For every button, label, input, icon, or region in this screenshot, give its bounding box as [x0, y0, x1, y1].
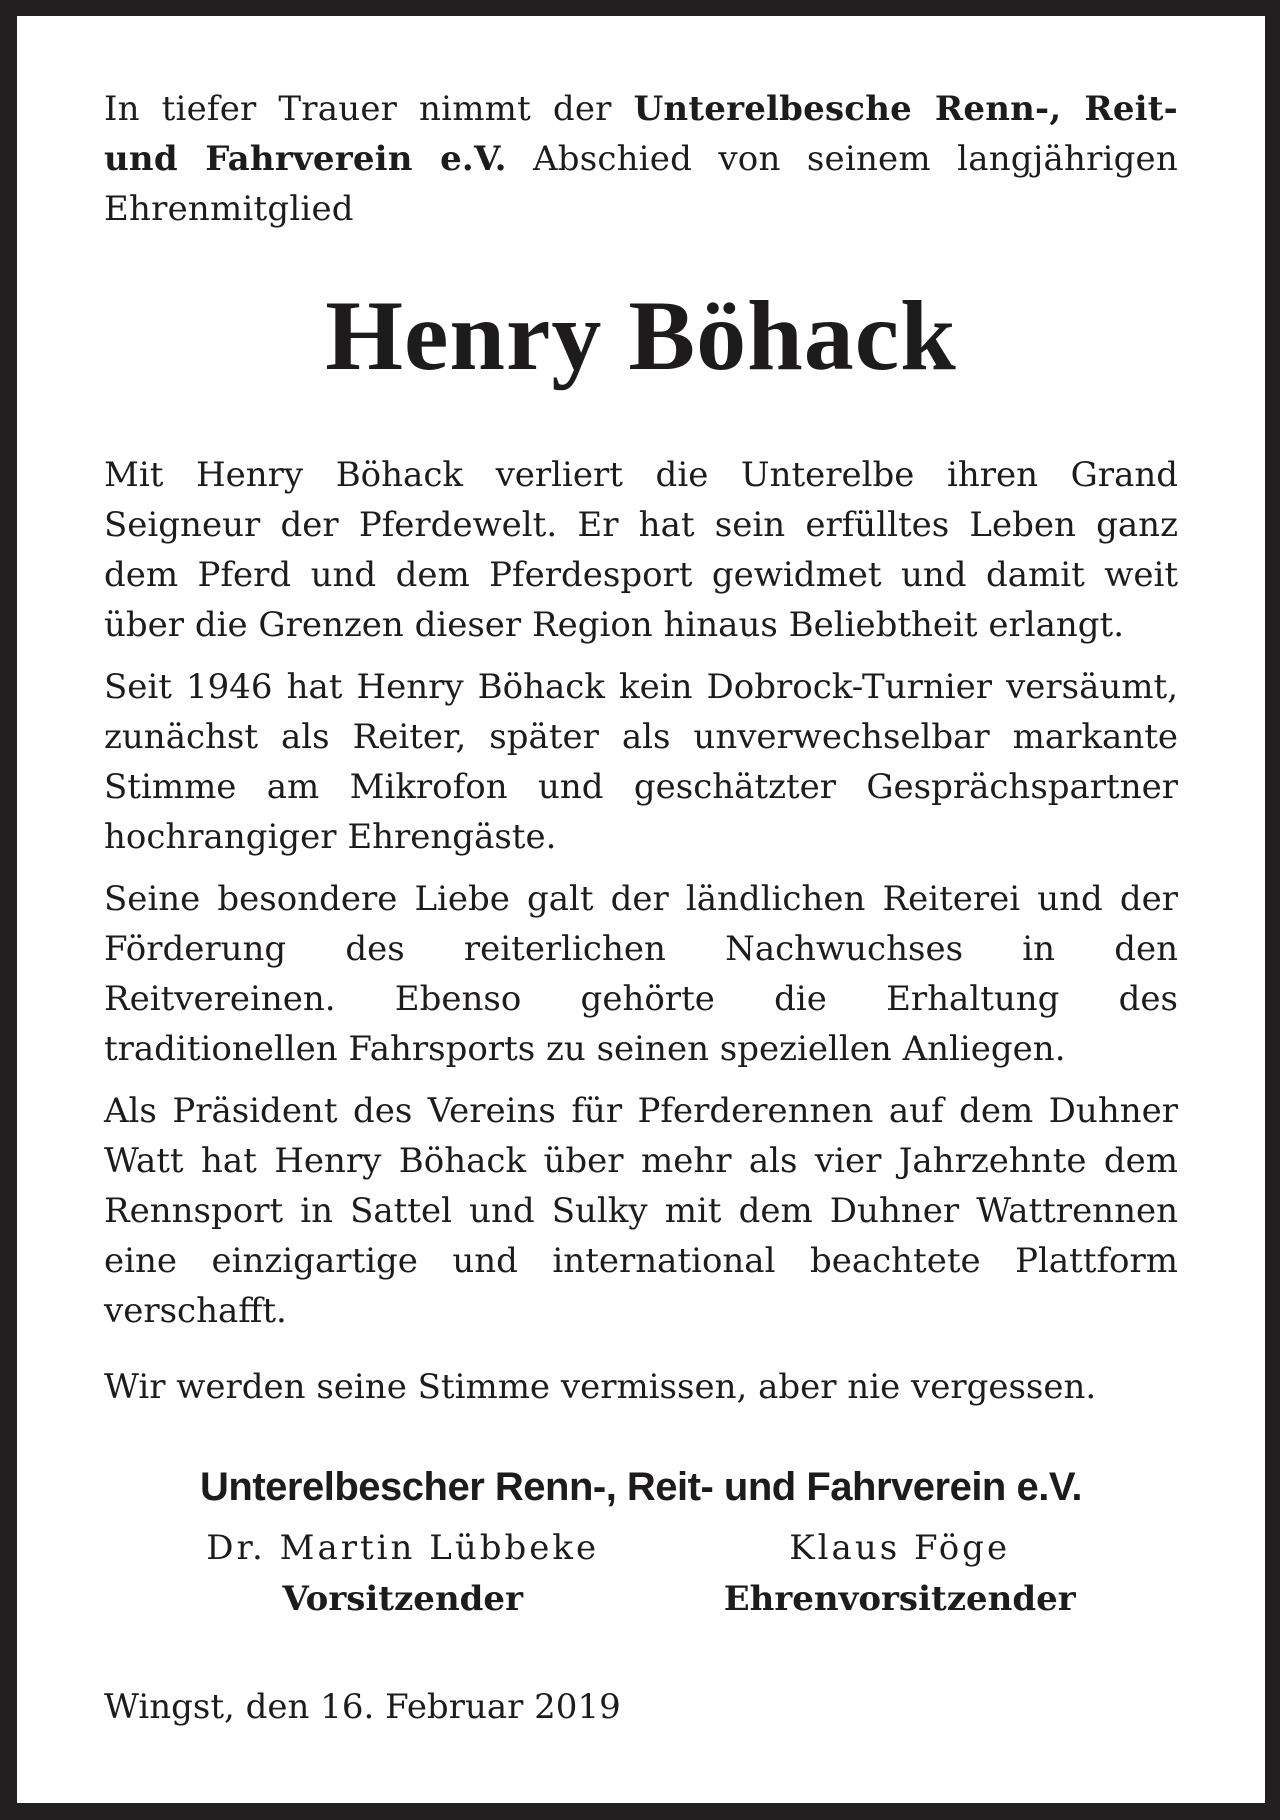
- intro-prefix: In tiefer Trauer nimmt der: [104, 89, 634, 129]
- obituary-notice: [17, 16, 1265, 1803]
- intro-suffix: Abschied von seinem langjährigen Ehrenmitglied: [104, 139, 1178, 229]
- paragraph-4: Als Präsident des Vereins für Pferderennen auf dem Duhner Watt hat Henry Böhack über mehr als vier Jahrzehnte dem Rennsport in Sattel und Sulky mit dem Duhner Wattrennen eine einzigartige und international beachtete Plattform verschafft.: [104, 1091, 1178, 1331]
- paragraph-2: Seit 1946 hat Henry Böhack kein Dobrock-Turnier versäumt, zunächst als Reiter, später als unverwechselbar markante Stimme am Mikrofon und geschätzter Gesprächspartner hochrangiger Ehrengäste.: [104, 667, 1178, 857]
- signer-name: Dr. Martin Lübbeke: [206, 1528, 600, 1568]
- signer-2: [724, 1522, 1076, 1624]
- signer-role: Ehrenvorsitzender: [723, 1579, 1076, 1619]
- paragraph-1: Mit Henry Böhack verliert die Unterelbe ihren Grand Seigneur der Pferdewelt. Er hat sein erfülltes Leben ganz dem Pferd und dem Pferdesport gewidmet und damit weit über die Grenzen dieser Region hinaus Beliebtheit erlangt.: [104, 455, 1178, 645]
- signer-role: Vorsitzender: [282, 1579, 523, 1619]
- signer-name: Klaus Föge: [789, 1528, 1011, 1568]
- paragraph-3: Seine besondere Liebe galt der ländlichen Reiterei und der Förderung des reiterlichen Nachwuchses in den Reitvereinen. Ebenso gehörte die Erhaltung des traditionellen Fahrsports zu seinen speziellen Anliegen.: [104, 879, 1178, 1069]
- organization-name: Unterelbescher Renn-, Reit- und Fahrverein e.V.: [200, 1465, 1082, 1509]
- closing-line: Wir werden seine Stimme vermissen, aber nie vergessen.: [104, 1367, 1097, 1407]
- intro-text: [104, 84, 1178, 234]
- deceased-name: Henry Böhack: [325, 280, 957, 391]
- signer-1: [206, 1522, 599, 1624]
- place-date: Wingst, den 16. Februar 2019: [104, 1687, 621, 1727]
- signers: [104, 1522, 1178, 1624]
- intro-organization: Unterelbesche Renn-, Reit- und Fahrverein e.V.: [104, 89, 1178, 179]
